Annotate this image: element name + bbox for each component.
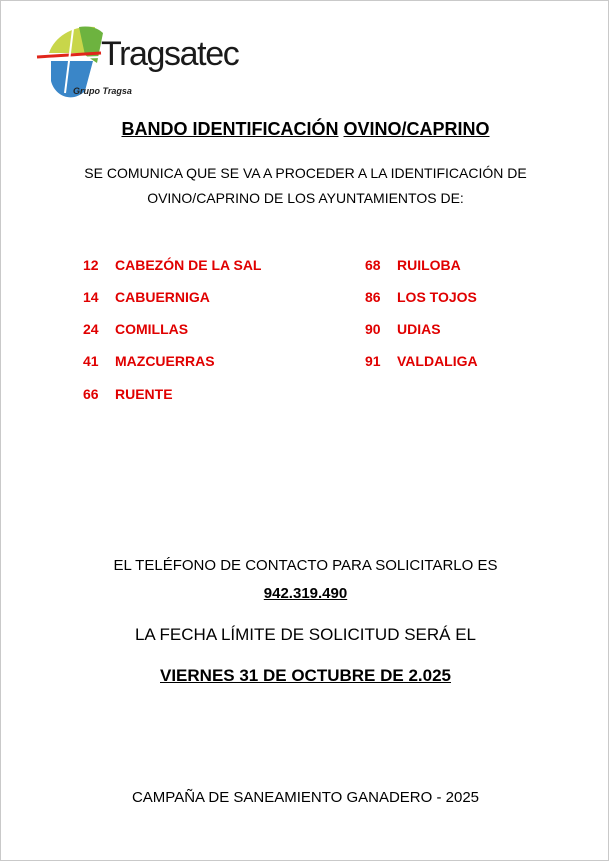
municipality-code: 66 <box>83 386 99 402</box>
municipality-item <box>83 321 188 337</box>
municipality-item <box>365 257 461 273</box>
municipality-item <box>365 289 477 305</box>
municipality-code: 90 <box>365 321 381 337</box>
phone-number: 942.319.490 <box>263 585 348 602</box>
deadline-date-text: VIERNES 31 DE OCTUBRE DE 2.025 <box>160 666 451 685</box>
municipality-code: 86 <box>365 289 381 305</box>
municipality-code: 68 <box>365 257 381 273</box>
logo-tagline: Grupo Tragsa <box>73 86 132 96</box>
municipality-item <box>83 289 210 305</box>
municipality-name: COMILLAS <box>115 321 189 337</box>
logo-wordmark: Tragsatec <box>101 35 239 73</box>
contact-phone <box>1 585 609 602</box>
municipality-name: MAZCUERRAS <box>115 353 215 369</box>
deadline-date <box>1 666 609 686</box>
page-title <box>1 119 609 140</box>
municipality-name: VALDALIGA <box>397 353 478 369</box>
municipality-code: 24 <box>83 321 99 337</box>
deadline-label: LA FECHA LÍMITE DE SOLICITUD SERÁ EL <box>134 625 477 644</box>
municipality-name: RUENTE <box>115 386 173 402</box>
campaign-footer: CAMPAÑA DE SANEAMIENTO GANADERO - 2025 <box>131 789 480 806</box>
municipality-code: 14 <box>83 289 99 305</box>
tragsatec-logo <box>35 23 265 105</box>
title-part-1: BANDO IDENTIFICACIÓN <box>121 119 339 139</box>
municipality-item <box>83 257 261 273</box>
municipality-name: UDIAS <box>397 321 441 337</box>
municipality-name: CABUERNIGA <box>115 289 210 305</box>
intro-line-1: SE COMUNICA QUE SE VA A PROCEDER A LA IDENTIFICACIÓN DE <box>84 165 527 181</box>
municipality-item <box>365 321 441 337</box>
municipality-code: 12 <box>83 257 99 273</box>
municipality-name: LOS TOJOS <box>397 289 477 305</box>
contact-label: EL TELÉFONO DE CONTACTO PARA SOLICITARLO ES <box>113 557 498 574</box>
municipality-name: CABEZÓN DE LA SAL <box>115 257 262 273</box>
title-part-2: OVINO/CAPRINO <box>343 119 490 139</box>
municipality-code: 91 <box>365 353 381 369</box>
intro-line-2: OVINO/CAPRINO DE LOS AYUNTAMIENTOS DE: <box>147 190 464 206</box>
intro-text <box>41 161 570 211</box>
municipality-code: 41 <box>83 353 99 369</box>
municipality-item <box>83 353 215 369</box>
municipality-name: RUILOBA <box>397 257 461 273</box>
municipality-item <box>83 386 173 402</box>
municipality-item <box>365 353 478 369</box>
